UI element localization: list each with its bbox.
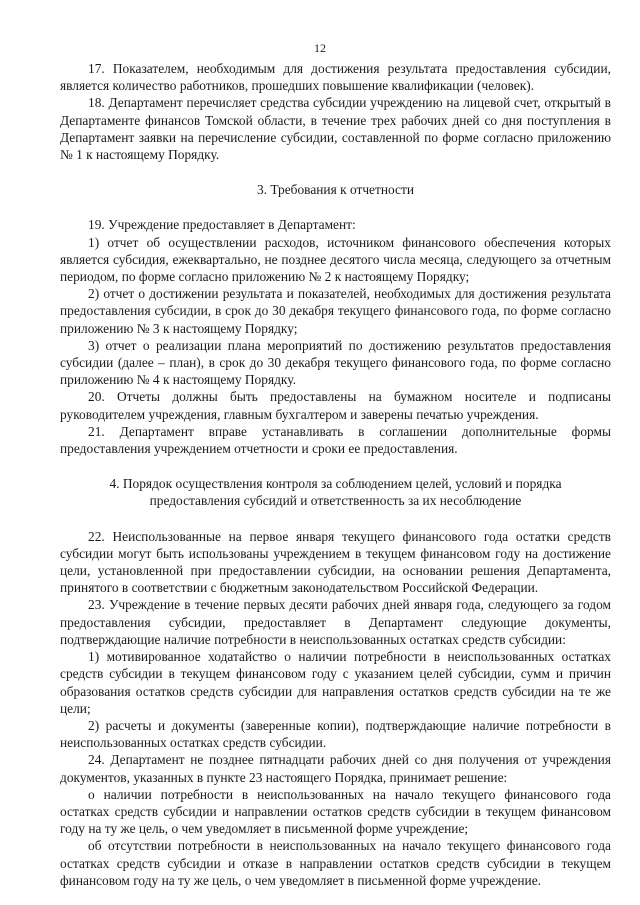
section-4-heading-line-2: предоставления субсидий и ответственность за их несоблюдение [149,493,522,509]
paragraph-24-option-2: об отсутствии потребности в неиспользованных на начало текущего финансового года остатках средств субсидии и отказе в направлении остатков средств субсидии в текущем финансовом году на ту же цель, о чем уведомляет в письменной форме учреждение. [60,838,611,888]
page-body [60,60,611,889]
paragraph-21: 21. Департамент вправе устанавливать в соглашении дополнительные формы предоставления учреждением отчетности и сроки ее предоставления. [60,423,611,457]
section-4-heading [60,475,611,509]
paragraph-19-item-1: 1) отчет об осуществлении расходов, источником финансового обеспечения которых является субсидия, ежеквартально, не позднее десятого числа месяца, следующего за отчетным периодом, по форме согласно приложению № 2 к настоящему Порядку; [60,234,611,285]
paragraph-18: 18. Департамент перечисляет средства субсидии учреждению на лицевой счет, открытый в Департаменте финансов Томской области, в течение трех рабочих дней со дня поступления в Департамент заявки на перечисление субсидии, составленной по форме согласно приложению № 1 к настоящему Порядку. [60,95,611,163]
paragraph-23-item-1: 1) мотивированное ходатайство о наличии потребности в неиспользованных остатках средств субсидии в текущем финансовом году с указанием целей субсидии, сумм и причин образования остатков средств субсидии для направления остатков средств субсидии на те же цели; [60,649,611,716]
paragraph-20: 20. Отчеты должны быть предоставлены на бумажном носителе и подписаны руководителем учреждения, главным бухгалтером и заверены печатью учреждения. [60,389,611,422]
paragraph-24-option-1: о наличии потребности в неиспользованных на начало текущего финансового года остатках средств субсидии и направлении остатков средств субсидии в текущем финансовом году на ту же цель, о чем уведомляет в письменной форме учреждение; [60,786,611,837]
paragraph-22: 22. Неиспользованные на первое января текущего финансового года остатки средств субсидии могут быть использованы учреждением в текущем финансовом году на достижение цели, установленной при предоставлении субсидии, на основании решения Департамента, принятого в соответствии с бюджетным законодательством Российской Федерации. [60,528,611,596]
paragraph-19: 19. Учреждение предоставляет в Департамент: [88,217,356,233]
paragraph-23: 23. Учреждение в течение первых десяти рабочих дней января года, следующего за годом предоставления субсидии, предоставляет в Департамент следующие документы, подтверждающие наличие потребности в неиспользованных остатках средств субсидии: [60,597,611,647]
page-number: 12 [314,41,326,55]
section-4-heading-line-1: 4. Порядок осуществления контроля за соблюдением целей, условий и порядка [109,476,562,492]
section-3-heading: 3. Требования к отчетности [256,182,415,198]
paragraph-23-item-2: 2) расчеты и документы (заверенные копии), подтверждающие наличие потребности в неиспользованных остатках средств субсидии. [60,717,611,751]
paragraph-19-item-3: 3) отчет о реализации плана мероприятий по достижению результатов предоставления субсидии (далее – план), в срок до 30 декабря текущего финансового года, по форме согласно приложению № 4 к настоящему Порядку. [60,337,611,388]
paragraph-19-item-2: 2) отчет о достижении результата и показателей, необходимых для достижения результата предоставления субсидии, в срок до 30 декабря текущего финансового года, по форме согласно приложению № 3 к настоящему Порядку; [60,286,611,336]
paragraph-24: 24. Департамент не позднее пятнадцати рабочих дней со дня получения от учреждения документов, указанных в пункте 23 настоящего Порядка, принимает решение: [60,752,611,785]
paragraph-17: 17. Показателем, необходимым для достижения результата предоставления субсидии, является количество работников, прошедших повышение квалификации (человек). [60,61,611,94]
